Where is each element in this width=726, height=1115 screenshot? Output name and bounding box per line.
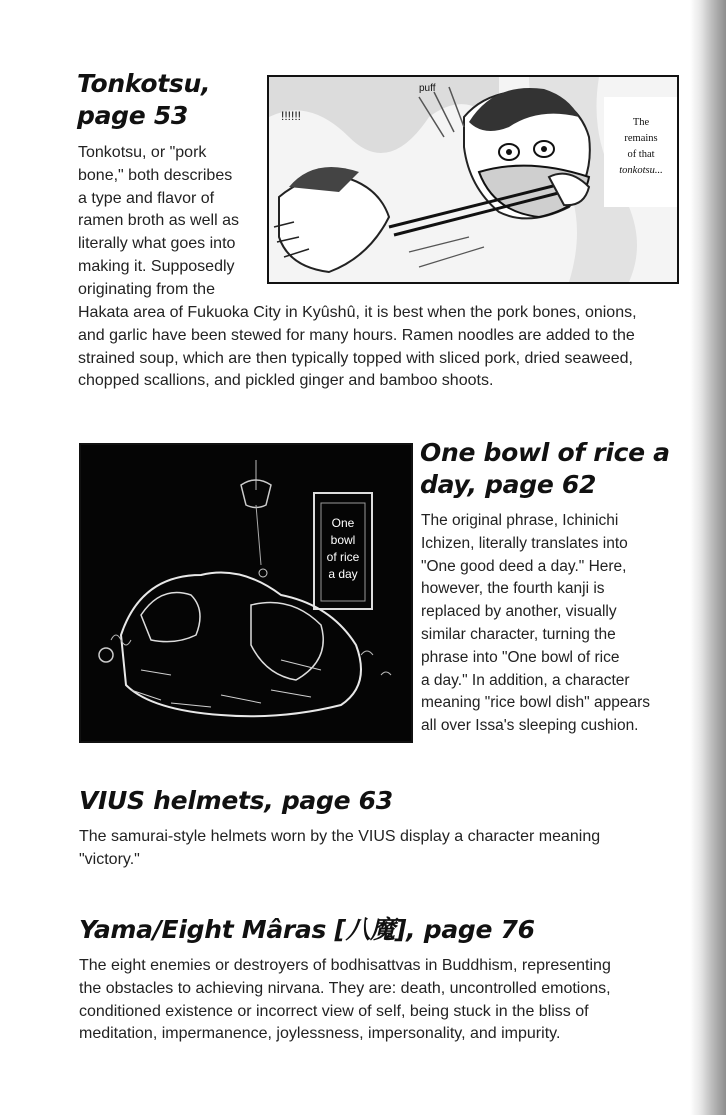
heading-rice-line-2: day, page 62 xyxy=(420,470,597,499)
yama-text xyxy=(79,955,679,1046)
bubble-line: remains xyxy=(624,133,658,144)
sign-line: One xyxy=(331,516,355,530)
text-line: all over Issa's sleeping cushion. xyxy=(421,717,639,735)
text-line: bone," both describes xyxy=(78,166,233,184)
heading-yama: Yama/Eight Mâras [八魔], page 76 xyxy=(79,915,535,944)
text-line: however, the fourth kanji is xyxy=(421,580,605,598)
tonkotsu-narrow-text xyxy=(78,142,263,302)
text-line: The eight enemies or destroyers of bodhisattvas in Buddhism, representing xyxy=(79,957,611,974)
text-line: chopped scallions, and pickled ginger and bamboo shoots. xyxy=(78,372,494,390)
text-line: The original phrase, Ichinichi xyxy=(421,512,619,529)
text-line: "One good deed a day." Here, xyxy=(421,557,627,575)
speech-bubble xyxy=(606,115,676,179)
text-line: "victory." xyxy=(79,850,140,868)
text-line: conditioned existence or incorrect view of self, being stuck in the bliss of xyxy=(79,1002,589,1020)
text-line: ramen broth as well as xyxy=(78,212,239,230)
sign-line: a day xyxy=(328,567,358,581)
text-line: a day." In addition, a character xyxy=(421,671,630,689)
text-line: meditation, impermanence, joylessness, impersonality, and impurity. xyxy=(79,1025,561,1043)
heading-tonkotsu xyxy=(77,68,210,132)
page-edge-shadow xyxy=(690,0,726,1115)
heading-rice-line-1: One bowl of rice a xyxy=(420,438,670,467)
text-line: The samurai-style helmets worn by the VIUS display a character meaning xyxy=(79,828,601,845)
vius-text xyxy=(79,826,679,872)
tonkotsu-panel-art xyxy=(269,77,677,282)
text-line: Hakata area of Fukuoka City in Kyûshû, it is best when the pork bones, onions, xyxy=(78,304,637,321)
rice-manga-panel xyxy=(79,443,413,743)
text-line: Tonkotsu, or "pork xyxy=(78,144,207,161)
tonkotsu-wide-text xyxy=(78,302,678,393)
text-line: making it. Supposedly xyxy=(78,257,235,275)
text-line: literally what goes into xyxy=(78,235,236,253)
text-line: phrase into "One bowl of rice xyxy=(421,648,620,666)
text-line: similar character, turning the xyxy=(421,625,616,643)
heading-rice xyxy=(420,437,670,501)
sfx-puff: puff xyxy=(419,83,436,94)
sfx-exclaim: !!!!!! xyxy=(281,109,302,123)
rice-text xyxy=(421,510,683,738)
text-line: Ichizen, literally translates into xyxy=(421,534,628,552)
rice-sign xyxy=(319,515,367,583)
bubble-line: The xyxy=(632,117,650,128)
sign-line: of rice xyxy=(326,550,360,564)
text-line: meaning "rice bowl dish" appears xyxy=(421,694,650,712)
text-line: replaced by another, visually xyxy=(421,603,617,621)
heading-vius: VIUS helmets, page 63 xyxy=(79,786,393,815)
sign-line: bowl xyxy=(330,533,356,547)
text-line: the obstacles to achieving nirvana. They are: death, uncontrolled emotions, xyxy=(79,979,611,997)
heading-tonkotsu-line-1: Tonkotsu, xyxy=(77,69,211,98)
bubble-line: of that xyxy=(627,149,655,160)
heading-tonkotsu-line-2: page 53 xyxy=(77,101,189,130)
bubble-line: tonkotsu... xyxy=(619,165,663,176)
text-line: and garlic have been stewed for many hours. Ramen noodles are added to the xyxy=(78,326,635,344)
text-line: strained soup, which are then typically topped with sliced pork, dried seaweed, xyxy=(78,349,633,367)
text-line: a type and flavor of xyxy=(78,189,215,207)
rice-panel-art xyxy=(81,445,411,741)
text-line: originating from the xyxy=(78,280,215,298)
tonkotsu-manga-panel xyxy=(267,75,679,284)
